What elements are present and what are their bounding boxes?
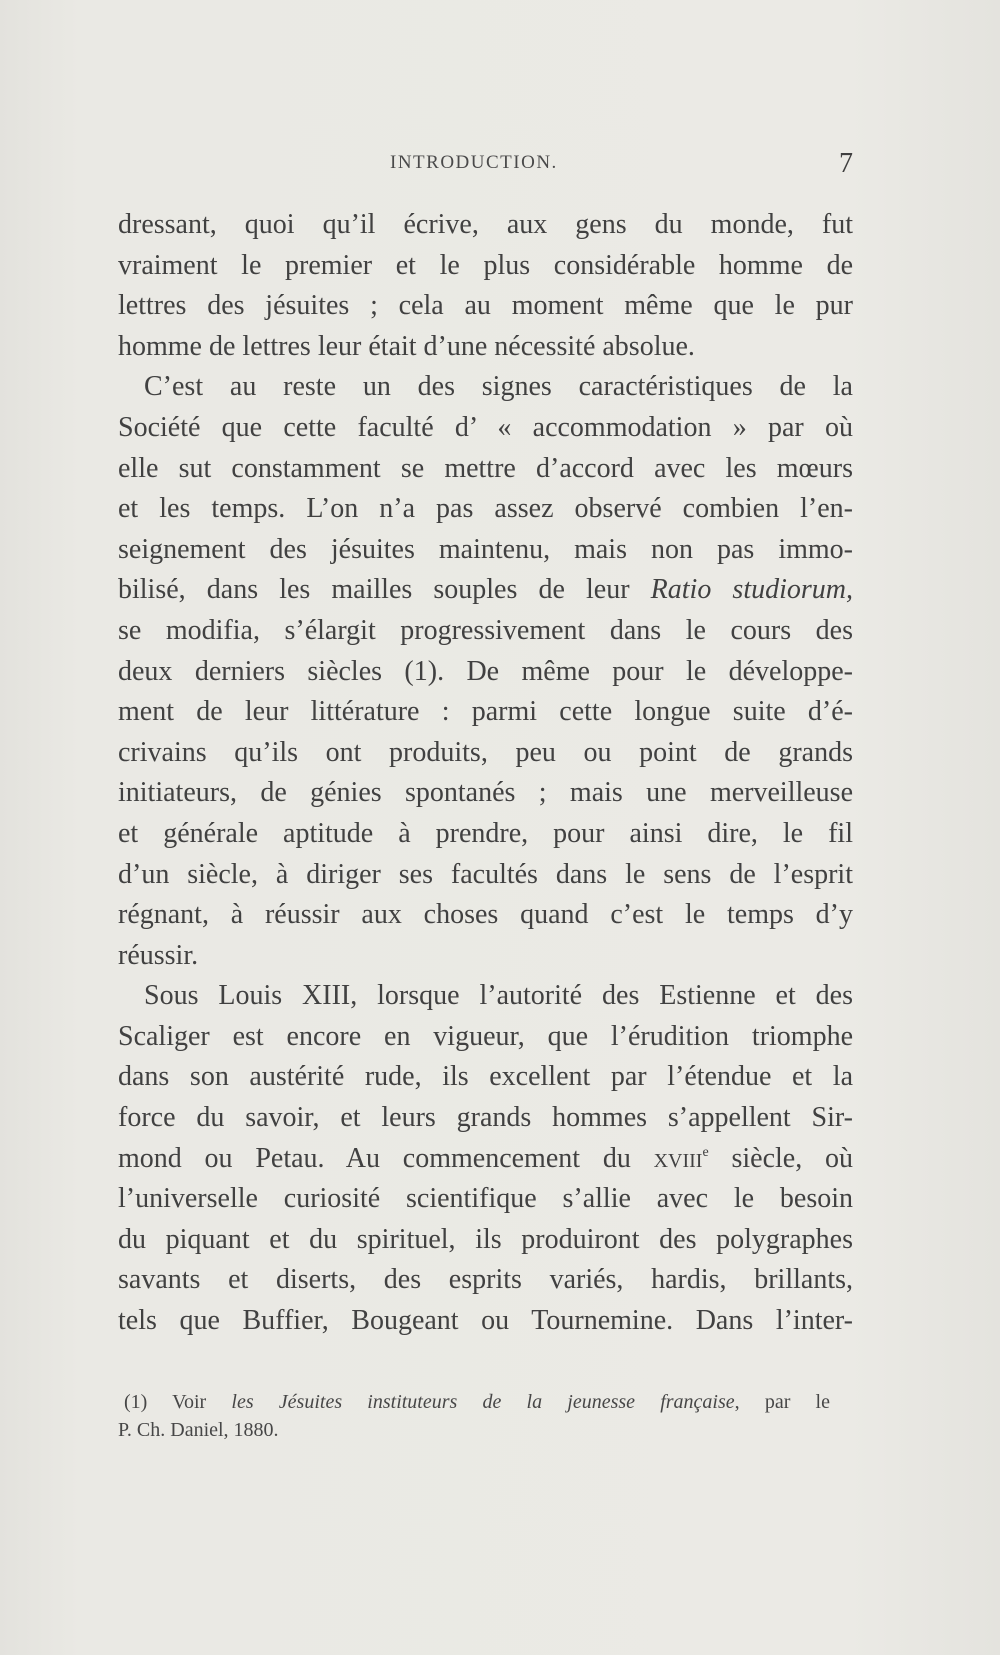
body-text <box>118 205 853 1342</box>
text-line: savants et diserts, des esprits variés, hardis, brillants, <box>118 1264 853 1296</box>
footnote-title: les Jésuites instituteurs de la jeunesse française <box>231 1391 735 1413</box>
text-line <box>118 570 853 611</box>
running-title: INTRODUCTION. <box>390 152 558 173</box>
footnote-line <box>118 1388 830 1416</box>
footnote-line: P. Ch. Daniel, 1880. <box>118 1419 279 1441</box>
footnote-marker: (1) Voir <box>124 1391 232 1413</box>
century-numeral: xviii <box>653 1142 703 1174</box>
footnote <box>118 1388 830 1444</box>
text-line: crivains qu’ils ont produits, peu ou point de grands <box>118 736 853 768</box>
text-line: homme de lettres leur était d’une nécessité absolue. <box>118 330 695 362</box>
text-line: Sous Louis XIII, lorsque l’autorité des Estienne et des <box>144 980 853 1012</box>
text-line: dressant, quoi qu’il écrive, aux gens du monde, fut <box>118 209 853 240</box>
text-line: du piquant et du spirituel, ils produiront des polygraphes <box>118 1223 853 1255</box>
text-line: Scaliger est encore en vigueur, que l’érudition triomphe <box>118 1020 853 1052</box>
superscript: e <box>702 1144 709 1160</box>
text-fragment: bilisé, dans les mailles souples de leur <box>118 574 651 606</box>
text-line <box>118 1139 853 1180</box>
text-fragment: mond ou Petau. Au commencement du <box>118 1142 654 1174</box>
italic-title: Ratio studiorum, <box>650 574 853 606</box>
text-line: deux derniers siècles (1). De même pour le développe- <box>118 655 853 687</box>
text-line: ment de leur littérature : parmi cette longue suite d’é- <box>118 696 853 728</box>
text-line: réussir. <box>118 939 199 971</box>
text-line: régnant, à réussir aux choses quand c’est le temps d’y <box>118 899 853 931</box>
text-fragment: siècle, où <box>708 1142 853 1174</box>
text-line: seignement des jésuites maintenu, mais non pas immo- <box>118 533 853 565</box>
text-line: d’un siècle, à diriger ses facultés dans le sens de l’esprit <box>118 858 853 890</box>
page-number: 7 <box>839 148 853 179</box>
text-line: et générale aptitude à prendre, pour ainsi dire, le fil <box>118 817 853 849</box>
text-line: vraiment le premier et le plus considérable homme de <box>118 249 853 281</box>
text-line: C’est au reste un des signes caractéristiques de la <box>144 371 853 403</box>
text-line: et les temps. L’on n’a pas assez observé combien l’en- <box>118 493 853 525</box>
text-line: tels que Buffier, Bougeant ou Tournemine. Dans l’inter- <box>118 1305 853 1337</box>
text-line: force du savoir, et leurs grands hommes s’appellent Sir- <box>118 1102 853 1134</box>
text-line: l’universelle curiosité scientifique s’allie avec le besoin <box>118 1183 853 1215</box>
text-line: Société que cette faculté d’ « accommodation » par où <box>118 411 853 443</box>
text-line: se modifia, s’élargit progressivement dans le cours des <box>118 614 853 646</box>
text-line: lettres des jésuites ; cela au moment même que le pur <box>118 290 853 322</box>
text-line: elle sut constamment se mettre d’accord avec les mœurs <box>118 452 853 484</box>
text-line: dans son austérité rude, ils excellent par l’étendue et la <box>118 1061 853 1093</box>
page-header <box>118 148 853 182</box>
footnote-text: , par le <box>734 1391 830 1413</box>
text-line: initiateurs, de génies spontanés ; mais une merveilleuse <box>118 777 853 809</box>
